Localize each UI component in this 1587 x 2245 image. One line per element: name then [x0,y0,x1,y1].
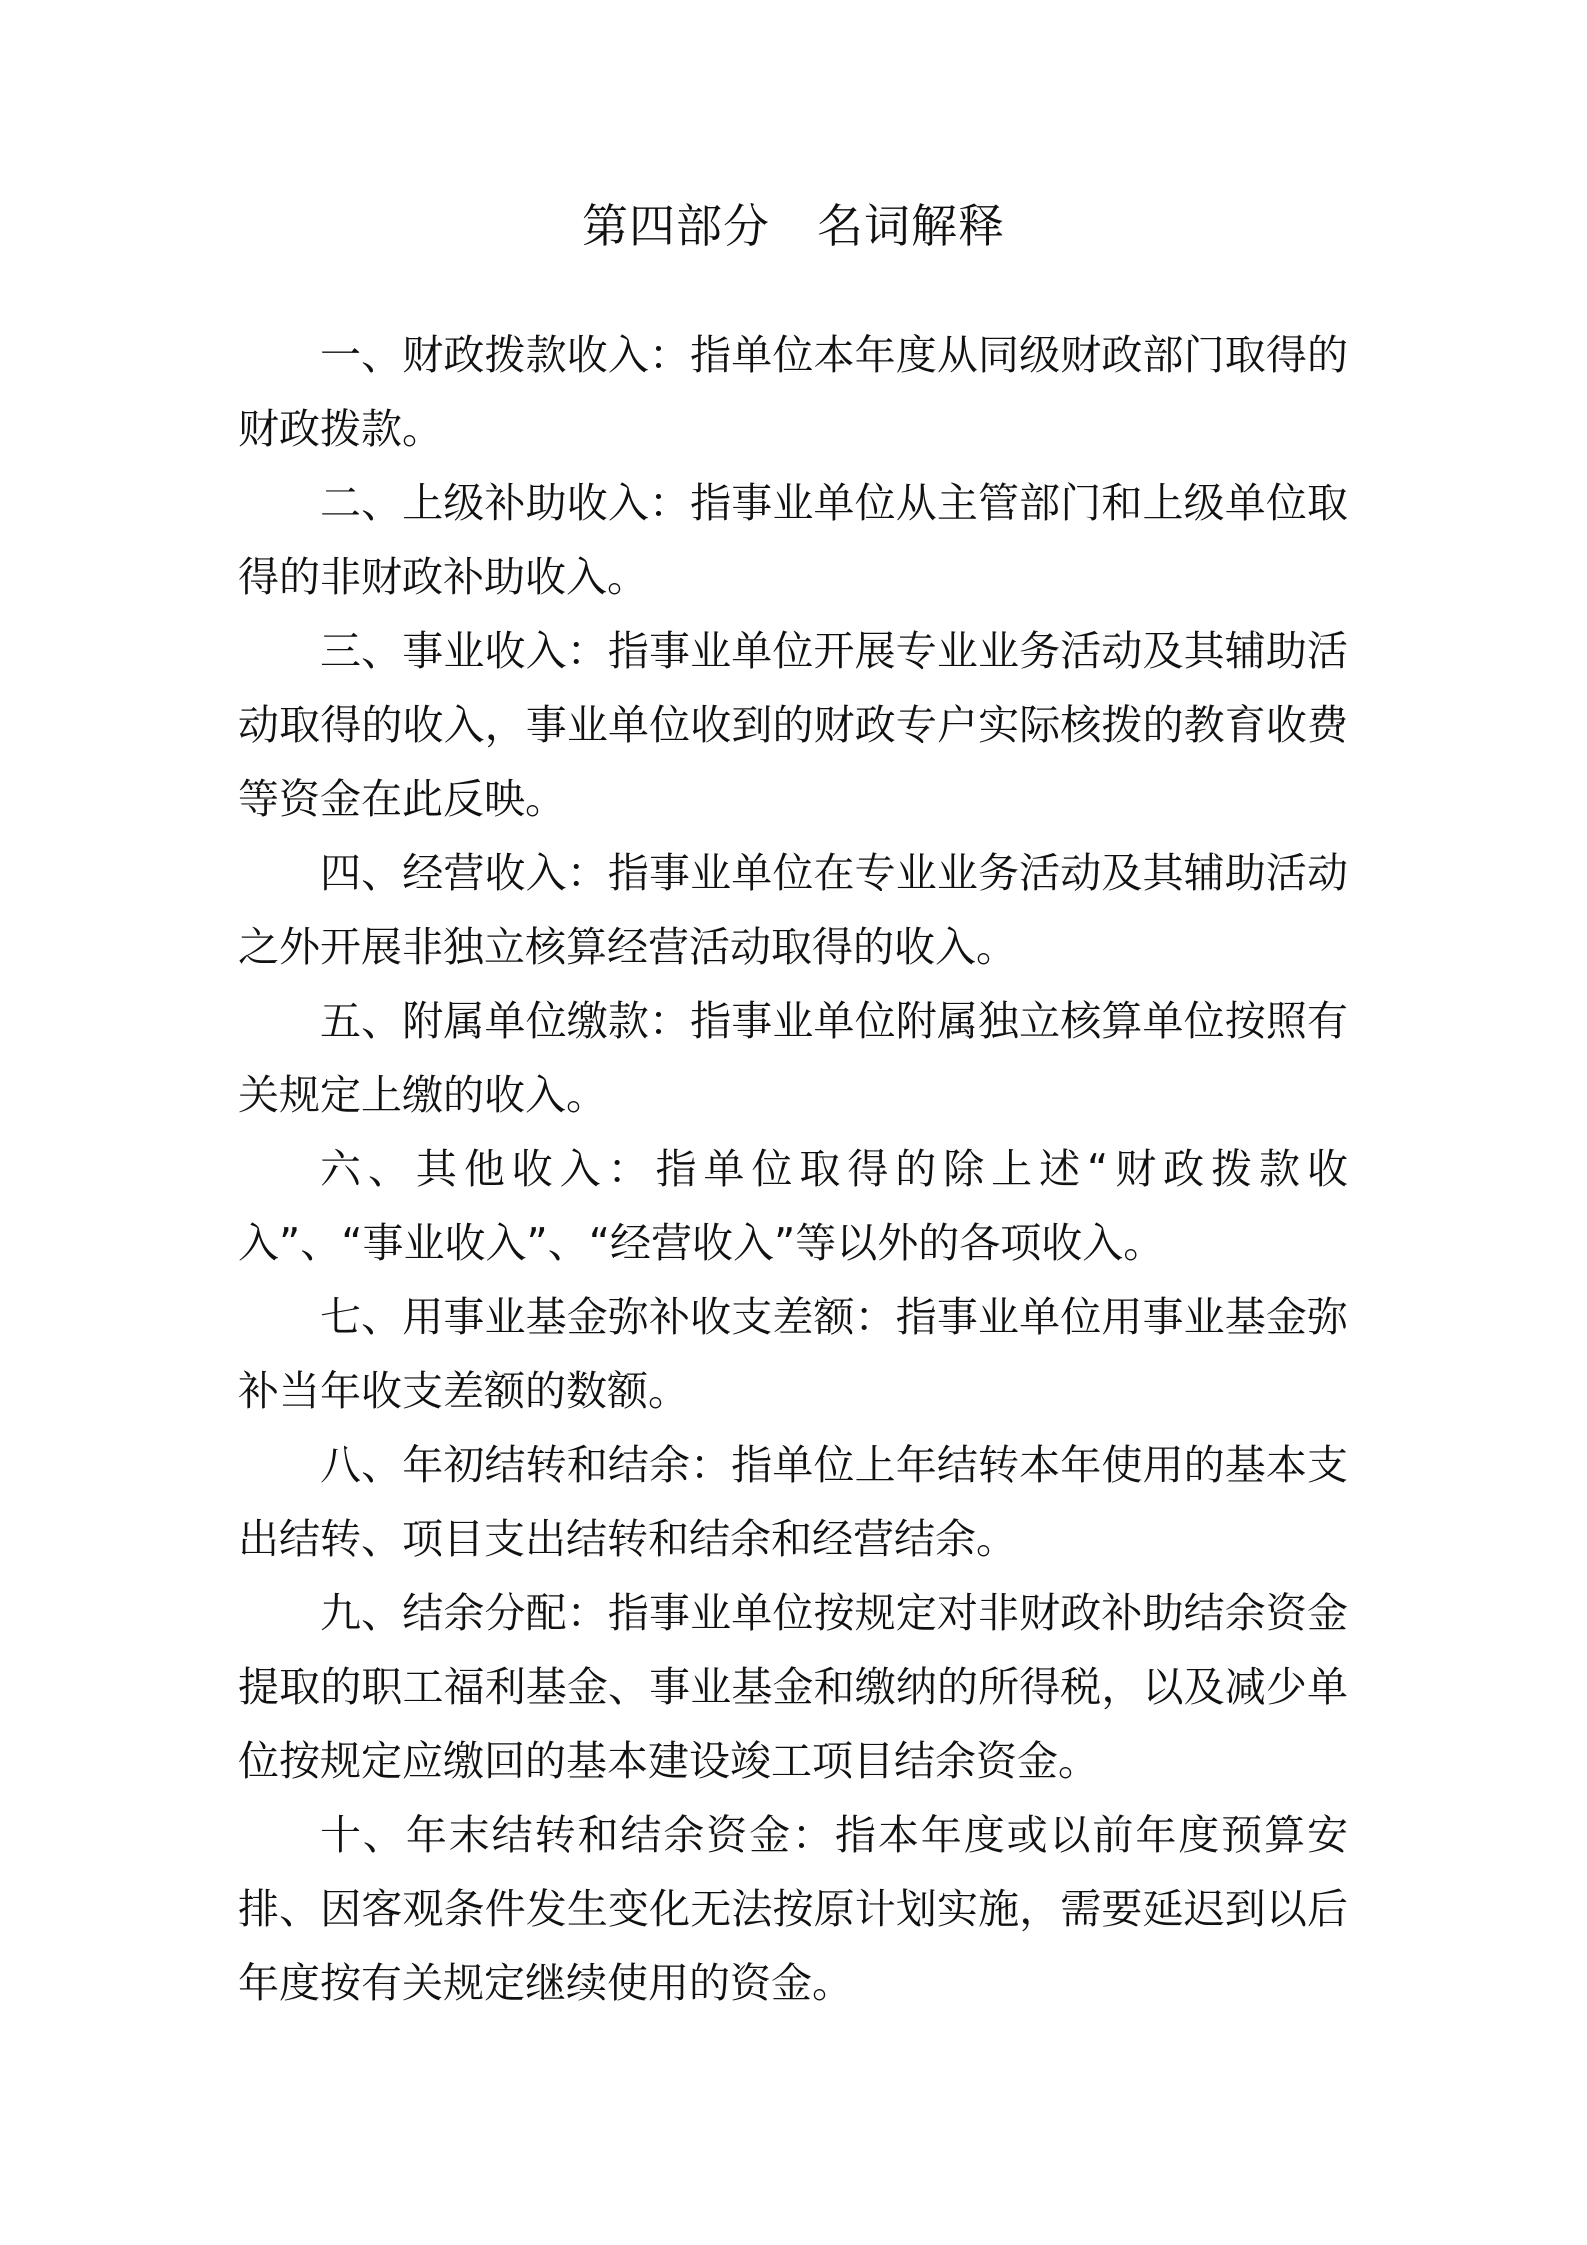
definition-paragraph: 五、附属单位缴款：指事业单位附属独立核算单位按照有关规定上缴的收入。 [238,997,1348,1119]
definition-paragraph: 一、财政拨款收入：指单位本年度从同级财政部门取得的财政拨款。 [238,331,1348,453]
definition-paragraph: 三、事业收入：指事业单位开展专业业务活动及其辅助活动取得的收入，事业单位收到的财政专户实际核拨的教育收费等资金在此反映。 [238,627,1348,823]
document-body [238,318,1348,2020]
definition-paragraph: 九、结余分配：指事业单位按规定对非财政补助结余资金提取的职工福利基金、事业基金和缴纳的所得税，以及减少单位按规定应缴回的基本建设竣工项目结余资金。 [238,1589,1348,1785]
definition-paragraph: 二、上级补助收入：指事业单位从主管部门和上级单位取得的非财政补助收入。 [238,479,1348,601]
page-title: 第四部分 名词解释 [582,199,1005,253]
definition-paragraph: 四、经营收入：指事业单位在专业业务活动及其辅助活动之外开展非独立核算经营活动取得的收入。 [238,849,1348,971]
definition-paragraph: 十、年末结转和结余资金：指本年度或以前年度预算安排、因客观条件发生变化无法按原计划实施，需要延迟到以后年度按有关规定继续使用的资金。 [238,1811,1348,2007]
definition-paragraph: 八、年初结转和结余：指单位上年结转本年使用的基本支出结转、项目支出结转和结余和经营结余。 [238,1441,1348,1563]
definition-paragraph: 七、用事业基金弥补收支差额：指事业单位用事业基金弥补当年收支差额的数额。 [238,1293,1348,1415]
definition-paragraph: 六、其他收入：指单位取得的除上述“财政拨款收入”、“事业收入”、“经营收入”等以外的各项收入。 [238,1145,1348,1267]
